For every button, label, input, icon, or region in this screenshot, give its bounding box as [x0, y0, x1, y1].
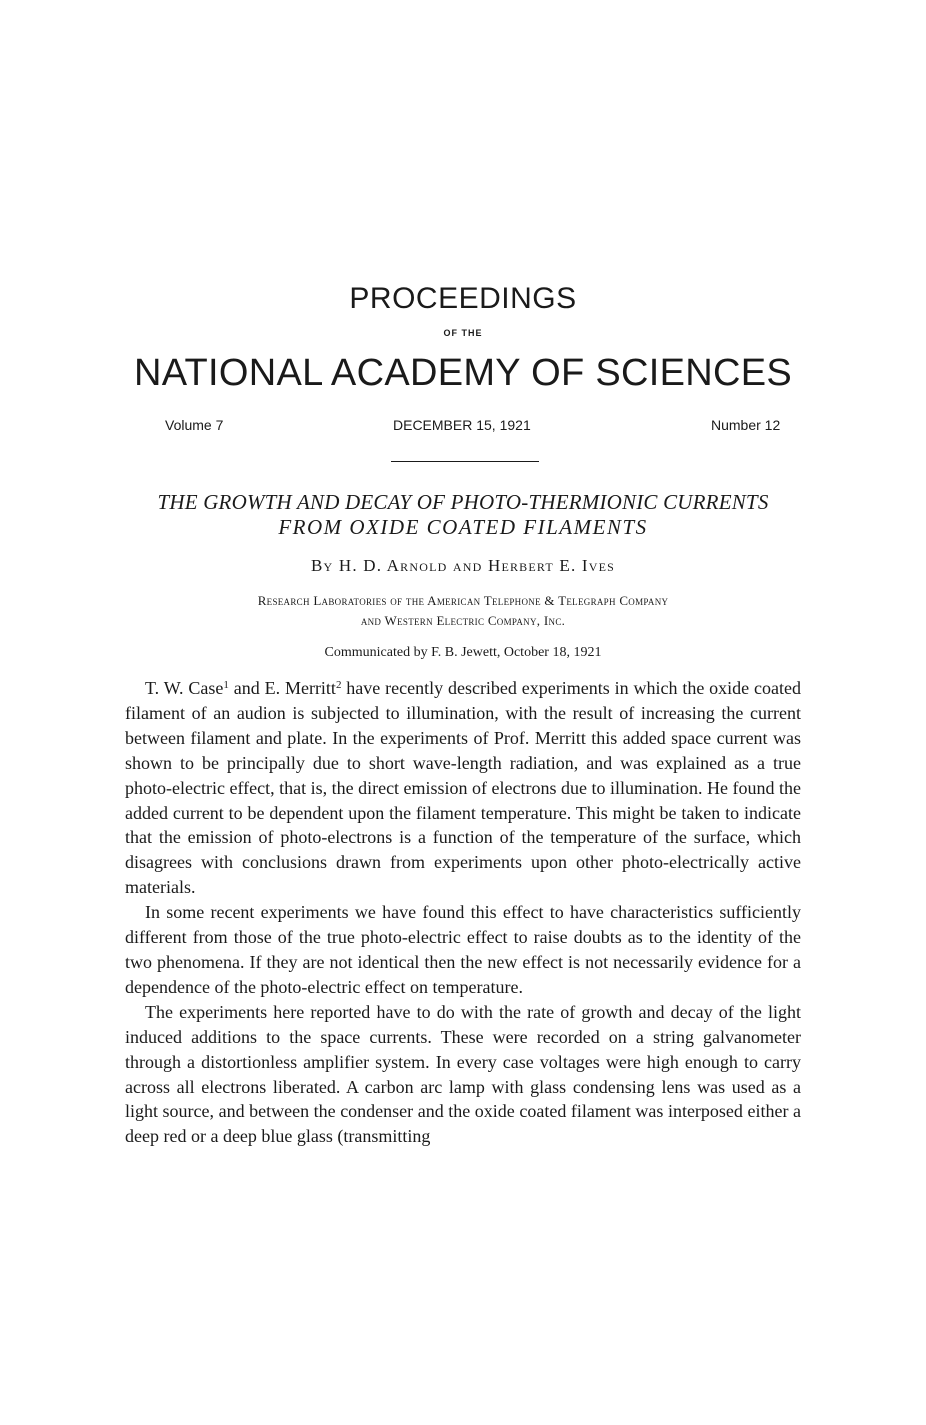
journal-title: PROCEEDINGS: [349, 282, 577, 315]
body-paragraph-2: In some recent experiments we have found this effect to have characteristics sufficiently different from those of the true photo-electric effect to raise doubts as to the identity of the two phenomena. If they are not identical then the new effect is not necessarily evidence for a dependence of the photo-electric effect on temperature.: [125, 902, 801, 997]
paragraph-1-text-b: and E. Merritt: [228, 678, 336, 698]
issue-date: DECEMBER 15, 1921: [393, 417, 531, 433]
footnote-ref-1: 1: [223, 679, 229, 691]
paragraph-1-text-a: T. W. Case: [145, 678, 224, 698]
article-body: [125, 676, 801, 1149]
communicated-by: Communicated by F. B. Jewett, October 18, 1921: [324, 645, 602, 660]
issue-number: Number 12: [711, 417, 781, 433]
footnote-ref-2: 2: [335, 679, 342, 691]
affiliation-line-2: and Western Electric Company, Inc.: [360, 613, 566, 628]
article-title-line-2: FROM OXIDE COATED FILAMENTS: [278, 515, 648, 539]
paragraph-1-text-c: have recently described experiments in which the oxide coated filament of an audion is subjected to illumination, with the result of increasing the current between filament and plate. In the experiments of Prof. Merritt this added space current was shown to be principally due to short wave-length radiation, and was explained as a true photo-electric effect, that is, the direct emission of electrons due to illumination. He found the added current to be dependent upon the filament temperature. This might be taken to indicate that the emission of photo-electrons is a function of the temperature of the surface, which disagrees with conclusions drawn from experiments upon other photo-electrically active materials.: [125, 678, 801, 898]
article-title-line-1: THE GROWTH AND DECAY OF PHOTO-THERMIONIC CURRENTS: [157, 490, 769, 514]
affiliation-line-1: Research Laboratories of the American Telephone & Telegraph Company: [257, 593, 669, 608]
divider-rule: [391, 461, 539, 462]
journal-title-connector: OF THE: [443, 328, 483, 338]
author-byline: By H. D. Arnold and Herbert E. Ives: [310, 556, 615, 575]
issue-volume: Volume 7: [165, 417, 224, 433]
issue-info-row: [0, 417, 926, 437]
body-paragraph-3: The experiments here reported have to do with the rate of growth and decay of the light induced additions to the space currents. These were recorded on a string galvanometer through a distortionless amplifier system. In every case voltages were high enough to carry across all electrons liberated. A carbon arc lamp with glass condensing lens was used as a light source, and between the condenser and the oxide coated filament was interposed either a deep red or a deep blue glass (transmitting: [125, 1001, 801, 1147]
body-paragraph-1: [125, 676, 801, 900]
journal-subtitle: NATIONAL ACADEMY OF SCIENCES: [133, 352, 793, 394]
